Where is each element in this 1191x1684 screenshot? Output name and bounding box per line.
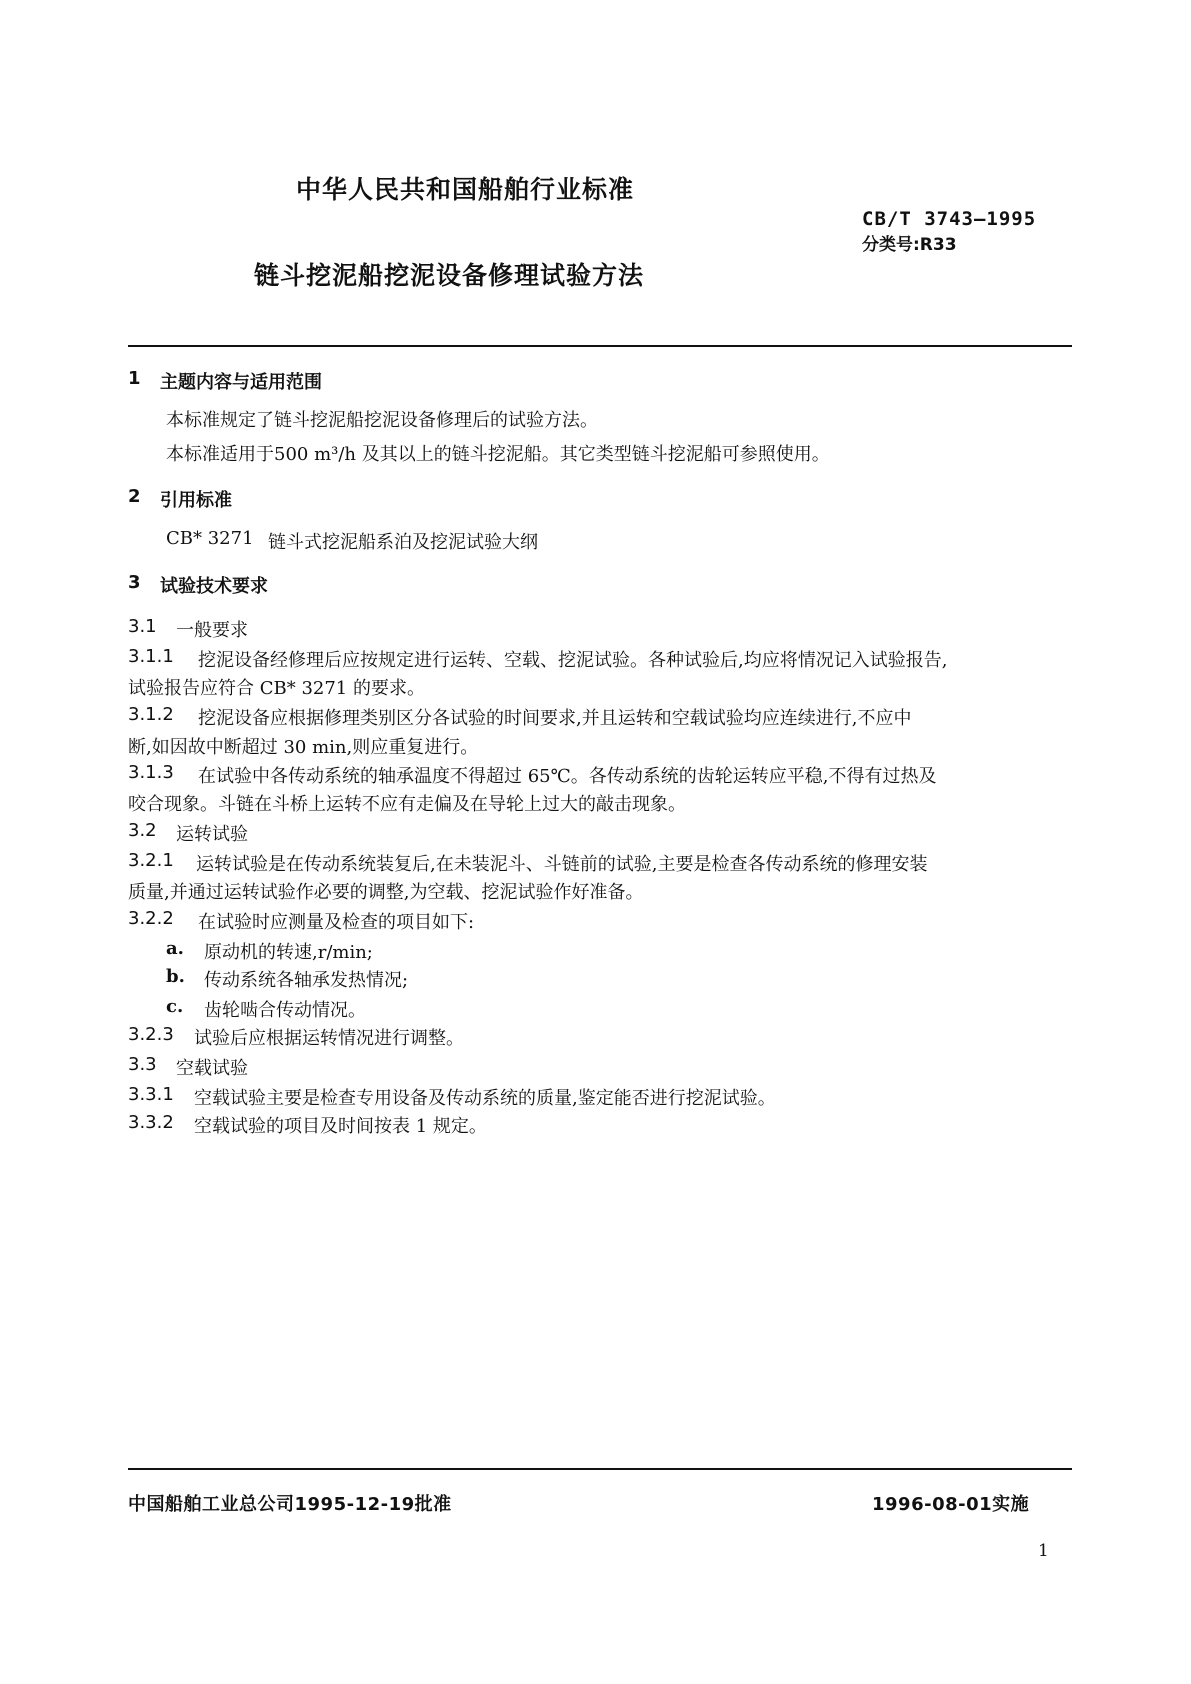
clause-3-1-1-number: 3.1.1	[128, 646, 174, 667]
clause-3-2-1-line-1: 运转试验是在传动系统装复后,在未装泥斗、斗链前的试验,主要是检查各传动系统的修理安装	[196, 854, 928, 875]
clause-3-1-3-line-2: 咬合现象。斗链在斗桥上运转不应有走偏及在导轮上过大的敲击现象。	[128, 794, 686, 815]
clause-3-2-2-number: 3.2.2	[128, 908, 174, 929]
list-item-b-text: 传动系统各轴承发热情况;	[204, 970, 409, 991]
clause-3-2-title: 运转试验	[176, 824, 248, 845]
reference-standard-title: 链斗式挖泥船系泊及挖泥试验大纲	[268, 532, 538, 553]
standard-number: CB/T 3743—1995	[862, 208, 1037, 230]
section-1-title: 主题内容与适用范围	[160, 372, 322, 393]
clause-3-1-1-line-1: 挖泥设备经修理后应按规定进行运转、空载、挖泥试验。各种试验后,均应将情况记入试验报告,	[198, 650, 948, 671]
clause-3-2-3-number: 3.2.3	[128, 1024, 174, 1045]
clause-3-1-2-number: 3.1.2	[128, 704, 174, 725]
clause-3-1-2-line-2: 断,如因故中断超过 30 min,则应重复进行。	[128, 737, 479, 758]
section-2-number: 2	[128, 486, 141, 507]
section-2-title: 引用标准	[160, 490, 232, 511]
clause-3-3-1-text: 空载试验主要是检查专用设备及传动系统的质量,鉴定能否进行挖泥试验。	[194, 1088, 776, 1109]
clause-3-1-number: 3.1	[128, 616, 157, 637]
clause-3-3-title: 空载试验	[176, 1058, 248, 1079]
section-1-paragraph-2: 本标准适用于500 m³/h 及其以上的链斗挖泥船。其它类型链斗挖泥船可参照使用。	[166, 444, 830, 465]
issuing-authority-title: 中华人民共和国船舶行业标准	[296, 175, 635, 204]
clause-3-1-3-number: 3.1.3	[128, 762, 174, 783]
approval-date: 中国船舶工业总公司1995-12-19批准	[128, 1494, 452, 1515]
list-item-a-text: 原动机的转速,r/min;	[204, 942, 373, 963]
clause-3-1-1-line-2: 试验报告应符合 CB* 3271 的要求。	[128, 678, 425, 699]
clause-3-2-2-text: 在试验时应测量及检查的项目如下:	[198, 912, 475, 933]
clause-3-2-1-number: 3.2.1	[128, 850, 174, 871]
clause-3-1-title: 一般要求	[176, 620, 248, 641]
classification-number: 分类号:R33	[862, 235, 957, 255]
footer-divider	[128, 1468, 1072, 1470]
section-3-number: 3	[128, 572, 141, 593]
clause-3-2-1-line-2: 质量,并通过运转试验作必要的调整,为空载、挖泥试验作好准备。	[128, 882, 644, 903]
section-3-title: 试验技术要求	[160, 576, 268, 597]
section-1-paragraph-1: 本标准规定了链斗挖泥船挖泥设备修理后的试验方法。	[166, 410, 598, 431]
clause-3-3-2-number: 3.3.2	[128, 1112, 174, 1133]
clause-3-1-3-line-1: 在试验中各传动系统的轴承温度不得超过 65℃。各传动系统的齿轮运转应平稳,不得有过热及	[198, 766, 937, 787]
list-item-a-marker: a.	[166, 938, 184, 959]
reference-standard-code: CB* 3271	[166, 528, 254, 549]
clause-3-3-2-text: 空载试验的项目及时间按表 1 规定。	[194, 1116, 487, 1137]
section-1-number: 1	[128, 368, 141, 389]
clause-3-2-number: 3.2	[128, 820, 157, 841]
list-item-c-marker: c.	[166, 996, 184, 1017]
list-item-c-text: 齿轮啮合传动情况。	[204, 1000, 366, 1021]
clause-3-3-number: 3.3	[128, 1054, 157, 1075]
effective-date: 1996-08-01实施	[872, 1494, 1030, 1515]
clause-3-3-1-number: 3.3.1	[128, 1084, 174, 1105]
page-number: 1	[1038, 1541, 1049, 1561]
header-divider	[128, 345, 1072, 347]
clause-3-2-3-text: 试验后应根据运转情况进行调整。	[194, 1028, 464, 1049]
document-title: 链斗挖泥船挖泥设备修理试验方法	[254, 261, 645, 290]
list-item-b-marker: b.	[166, 966, 185, 987]
clause-3-1-2-line-1: 挖泥设备应根据修理类别区分各试验的时间要求,并且运转和空载试验均应连续进行,不应中	[198, 708, 912, 729]
